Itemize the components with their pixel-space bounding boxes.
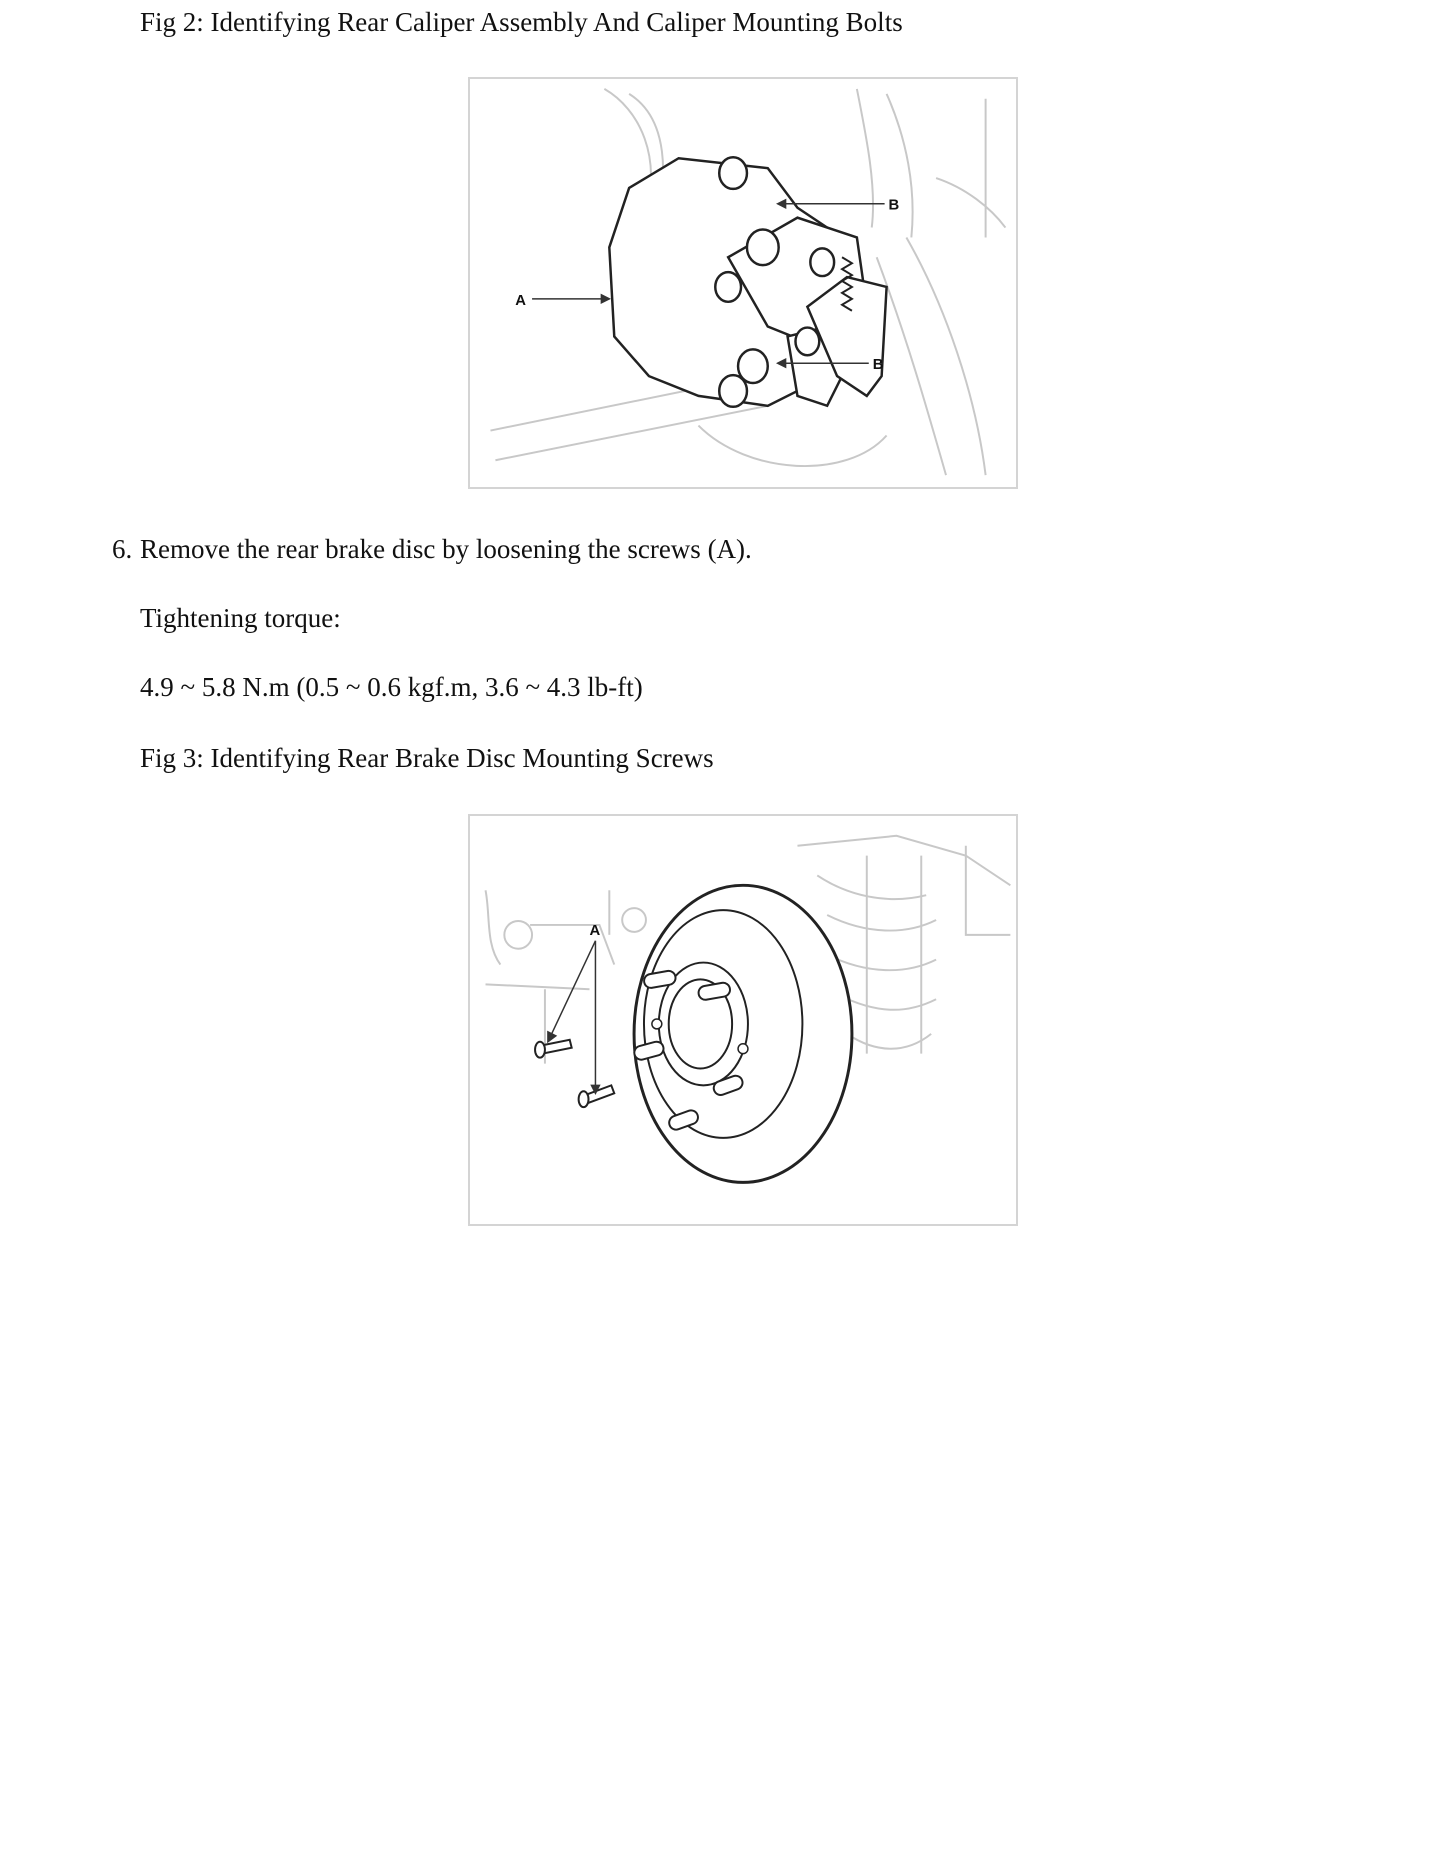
step-6-instruction: Remove the rear brake disc by loosening the screws (A). <box>140 534 752 564</box>
fig3-brake-disc-illustration <box>468 814 1018 1226</box>
fig2-callout-b-lower: B <box>872 357 884 374</box>
fig2-caliper-illustration <box>468 77 1018 489</box>
fig3-callout-a: A <box>589 922 601 939</box>
step-6-number: 6. <box>112 534 133 564</box>
tightening-torque-label: Tightening torque: <box>140 603 341 633</box>
tightening-torque-value: 4.9 ~ 5.8 N.m (0.5 ~ 0.6 kgf.m, 3.6 ~ 4.3 lb-ft) <box>140 672 643 702</box>
brake-disc-drawing <box>470 816 1016 1224</box>
fig2-caption: Fig 2: Identifying Rear Caliper Assembly And Caliper Mounting Bolts <box>140 7 903 37</box>
fig3-caption: Fig 3: Identifying Rear Brake Disc Mounting Screws <box>140 743 714 773</box>
fig2-callout-a: A <box>515 292 526 309</box>
caliper-drawing <box>470 79 1016 487</box>
fig2-callout-b-upper: B <box>888 197 900 214</box>
